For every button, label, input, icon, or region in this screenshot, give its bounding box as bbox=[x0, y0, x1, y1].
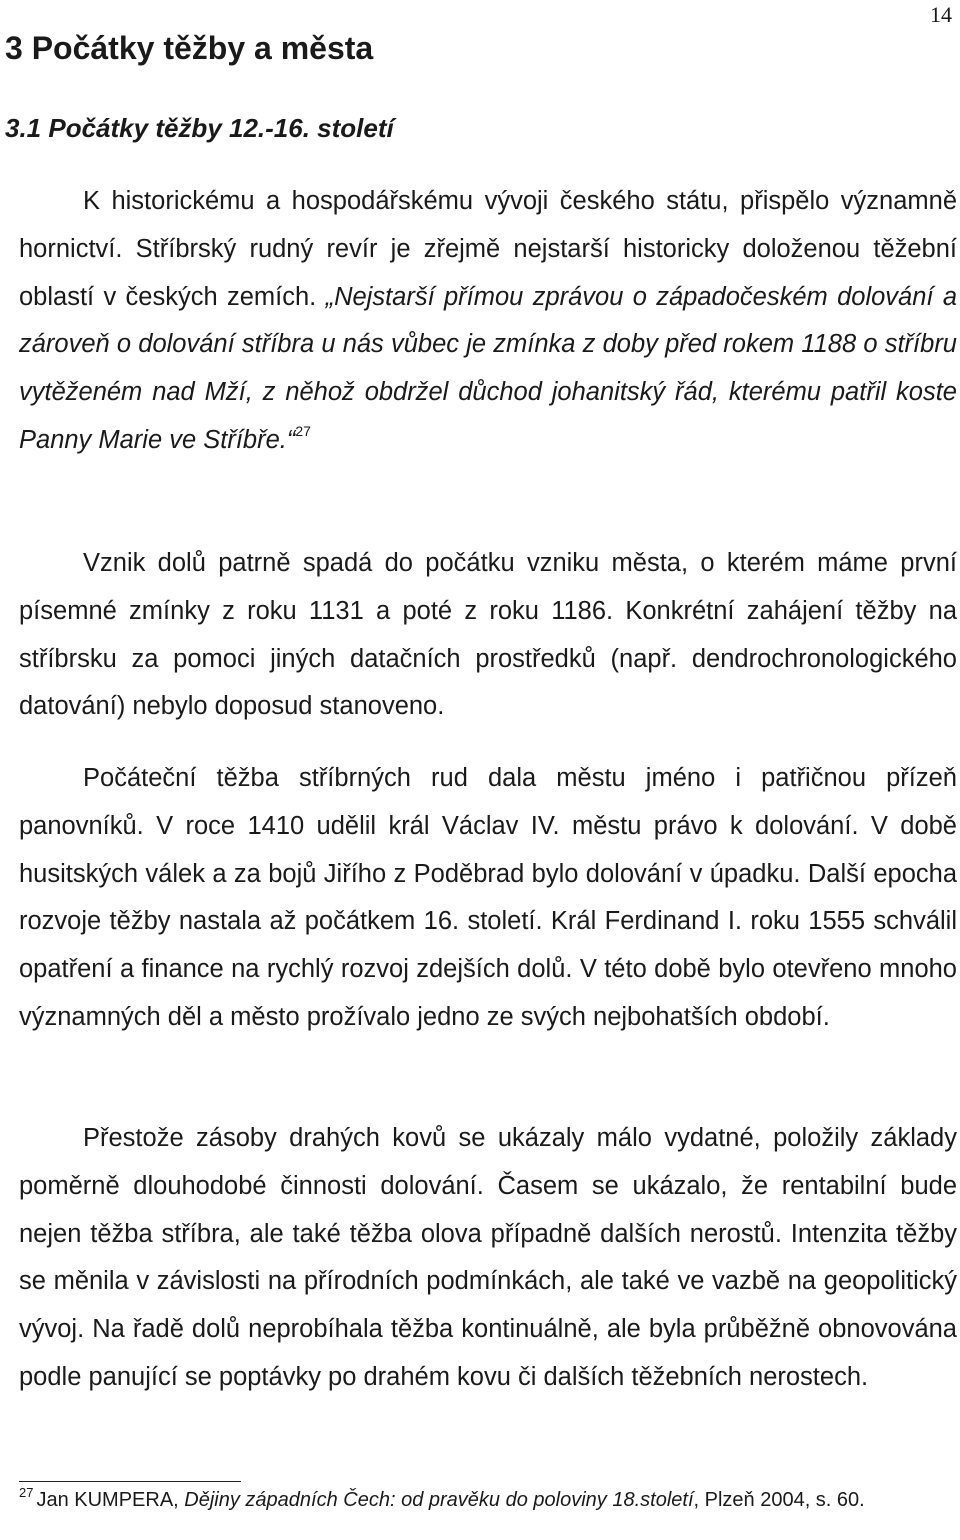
footnote-number: 27 bbox=[19, 1485, 34, 1500]
chapter-title: 3 Počátky těžby a města bbox=[5, 30, 374, 66]
footnote-title: Dějiny západních Čech: od pravěku do poloviny 18.století bbox=[184, 1489, 694, 1511]
paragraph-4: Přestože zásoby drahých kovů se ukázaly málo vydatné, položily základy poměrně dlouhodobé činnosti dolování. Časem se ukázalo, že rentabilní bude nejen těžba stříbra, ale také těžba olova případně dalších nerostů. Intenzita těžby se měnila v závislosti na přírodních podmínkách, ale také ve vazbě na geopolitický vývoj. Na řadě dolů neprobíhala těžba kontinuálně, ale byla průběžně obnovována podle panující se poptávky po drahém kovu či dalších těžebních nerostech. bbox=[19, 1124, 957, 1391]
paragraph-1-text: K historickému a hospodářskému vývoji českého státu, přispělo významně hornictví. Stříbrský rudný revír je zřejmě nejstarší historicky doloženou těžební oblastí v českých zemích. bbox=[19, 187, 957, 311]
footnote-separator bbox=[19, 1481, 241, 1482]
section-title: 3.1 Počátky těžby 12.-16. století bbox=[5, 113, 394, 143]
paragraph-2: Vznik dolů patrně spadá do počátku vzniku města, o kterém máme první písemné zmínky z roku 1131 a poté z roku 1186. Konkrétní zahájení těžby na stříbrsku za pomoci jiných datačních prostředků (např. dendrochronologického datování) nebylo doposud stanoveno. bbox=[19, 549, 957, 721]
footnote-author: Jan KUMPERA, bbox=[36, 1489, 185, 1511]
paragraph-1-quote: „Nejstarší přímou zprávou o západočeském dolování a zároveň o dolování stříbra u nás vůbec je zmínka z doby před rokem 1188 o stříbru vytěženém nad Mží, z něhož obdržel důchod johanitský řád, kterému patřil koste Panny Marie ve Stříbře.“ bbox=[19, 282, 957, 454]
footnote-reference[interactable]: 27 bbox=[295, 422, 311, 439]
footnote-rest: , Plzeň 2004, s. 60. bbox=[693, 1489, 865, 1511]
paragraph-1 bbox=[19, 178, 959, 465]
paragraph-3: Počáteční těžba stříbrných rud dala městu jméno i patřičnou přízeň panovníků. V roce 1410 udělil král Václav IV. městu právo k dolování. V době husitských válek a za bojů Jiřího z Poděbrad bylo dolování v úpadku. Další epocha rozvoje těžby nastala až počátkem 16. století. Král Ferdinand I. roku 1555 schválil opatření a finance na rychlý rozvoj zdejších dolů. V této době bylo otevřeno mnoho významných děl a město prožívalo jedno ze svých nejbohatších období. bbox=[19, 764, 957, 1031]
page-number: 14 bbox=[930, 2, 952, 27]
footnote bbox=[19, 1485, 939, 1513]
